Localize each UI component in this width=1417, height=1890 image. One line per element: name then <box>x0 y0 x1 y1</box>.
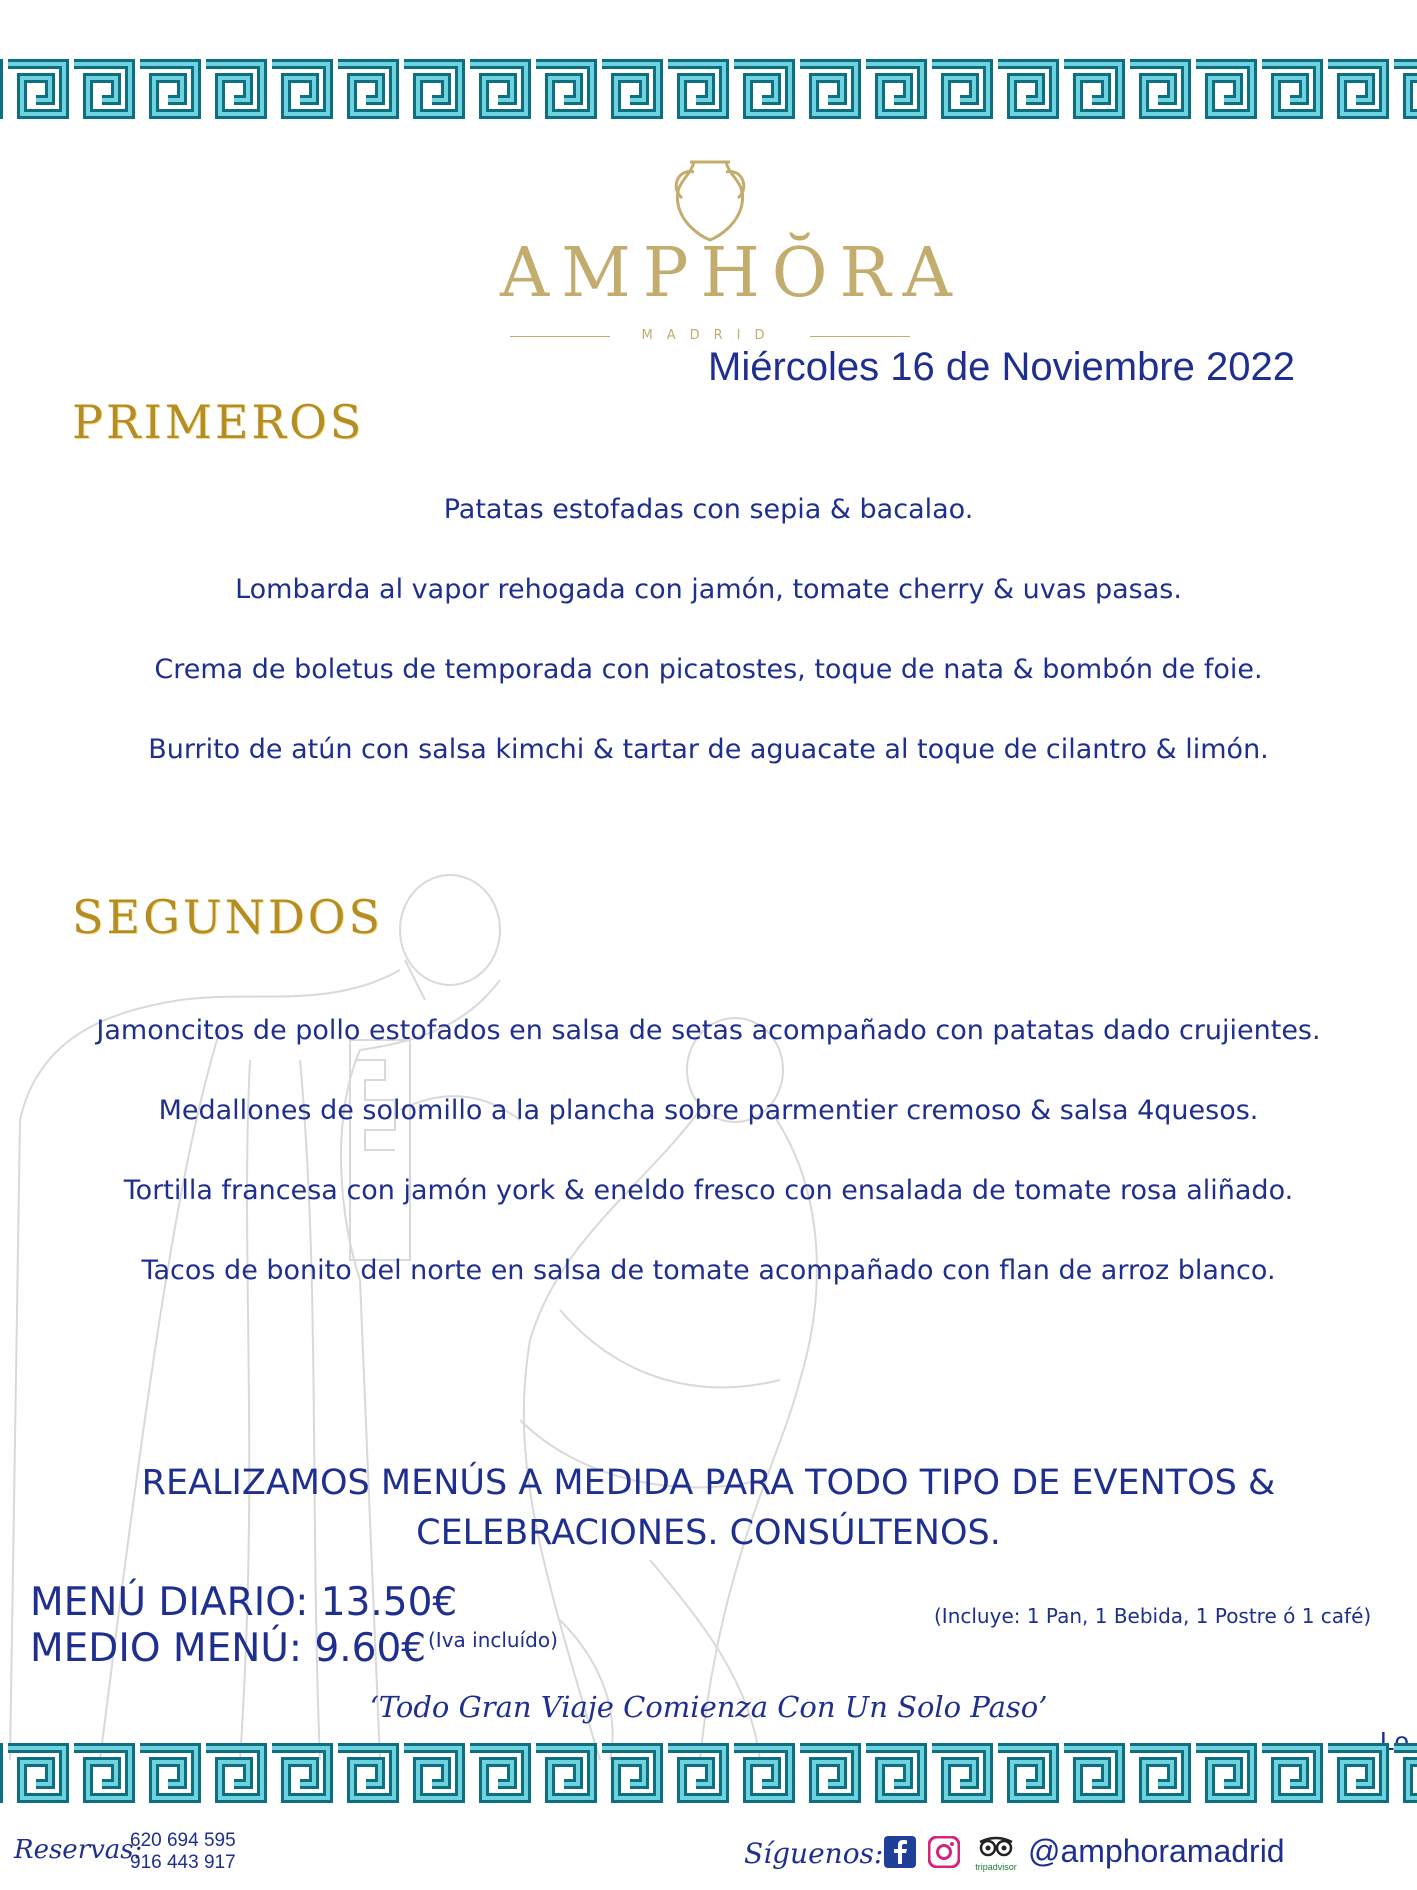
phone-numbers <box>130 1830 236 1874</box>
dish-item: Crema de boletus de temporada con picatostes, toque de nata & bombón de foie. <box>154 654 1263 685</box>
social-handle[interactable]: @amphoramadrid <box>1028 1833 1285 1869</box>
facebook-icon[interactable] <box>884 1836 916 1868</box>
section-title-primeros: PRIMEROS <box>72 395 365 449</box>
daily-menu-price: MENÚ DIARIO: 13.50€ <box>30 1580 458 1625</box>
logo-rule-right <box>810 336 910 337</box>
dish-item: Tortilla francesa con jamón york & eneldo fresco con ensalada de tomate rosa aliñado. <box>123 1175 1294 1206</box>
reservations-label: Reservas: <box>14 1835 143 1865</box>
phone-link[interactable]: 916 443 917 <box>130 1852 236 1873</box>
includes-note: (Incluye: 1 Pan, 1 Bebida, 1 Postre ó 1 café) <box>934 1604 1372 1628</box>
events-promo-line-2: CELEBRACIONES. CONSÚLTENOS. <box>416 1513 1001 1553</box>
half-menu-price: MEDIO MENÚ: 9.60€ <box>30 1626 427 1671</box>
dish-item: Patatas estofadas con sepia & bacalao. <box>443 494 974 525</box>
amphora-vase-icon <box>660 158 760 242</box>
menu-date: Miércoles 16 de Noviembre 2022 <box>708 345 1295 389</box>
phone-link[interactable]: 620 694 595 <box>130 1830 236 1851</box>
dish-item: Lombarda al vapor rehogada con jamón, tomate cherry & uvas pasas. <box>235 574 1182 605</box>
dish-item: Jamoncitos de pollo estofados en salsa de setas acompañado con patatas dado crujientes. <box>96 1015 1321 1046</box>
brand-subtitle: MADRID <box>641 328 779 343</box>
tripadvisor-icon[interactable] <box>970 1836 1022 1876</box>
iva-note: (Iva incluído) <box>428 1628 558 1652</box>
brand-name: AMPHŎRA <box>500 234 964 313</box>
amphora-logo <box>500 150 964 343</box>
motto-quote: ‘Todo Gran Viaje Comienza Con Un Solo Paso’ <box>369 1690 1048 1724</box>
tripadvisor-label: tripadvisor <box>975 1862 1017 1872</box>
greek-key-border-bottom <box>0 1740 1417 1812</box>
dish-item: Burrito de atún con salsa kimchi & tartar de aguacate al toque de cilantro & limón. <box>148 734 1269 765</box>
events-promo-line-1: REALIZAMOS MENÚS A MEDIDA PARA TODO TIPO DE EVENTOS & <box>141 1463 1276 1503</box>
dish-item: Tacos de bonito del norte en salsa de tomate acompañado con flan de arroz blanco. <box>141 1255 1276 1286</box>
section-title-segundos: SEGUNDOS <box>72 890 383 944</box>
follow-us-label: Síguenos: <box>744 1837 884 1870</box>
instagram-icon[interactable] <box>928 1836 960 1868</box>
greek-key-border-top <box>0 56 1417 128</box>
dish-item: Medallones de solomillo a la plancha sobre parmentier cremoso & salsa 4quesos. <box>158 1095 1259 1126</box>
